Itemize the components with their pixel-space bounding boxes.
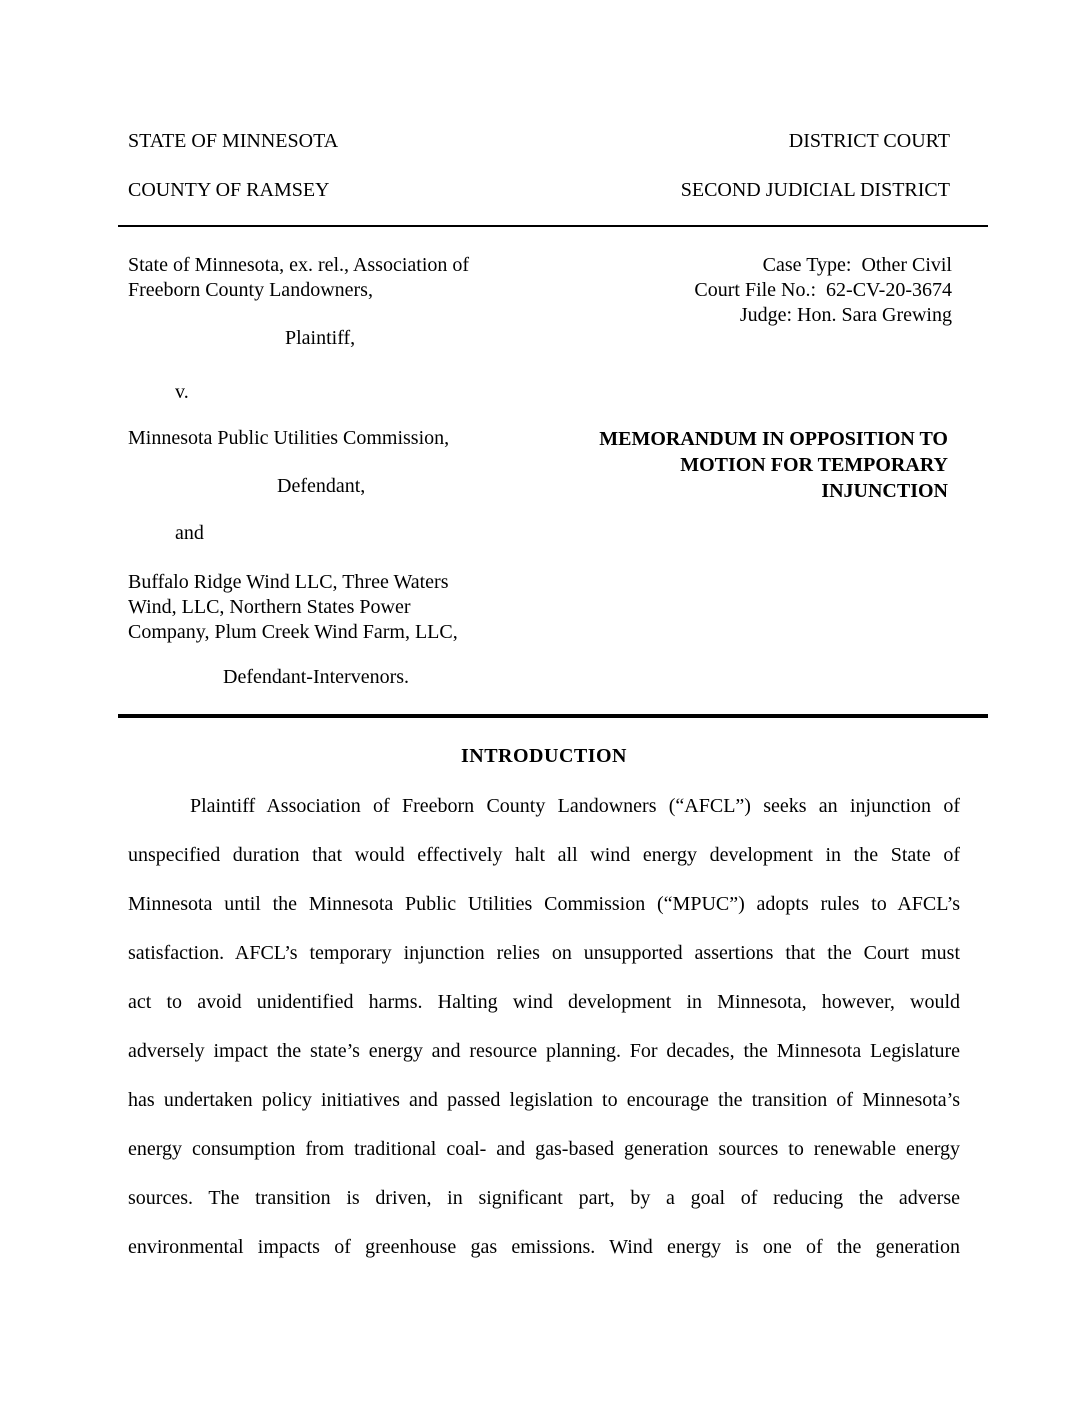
intervenors-name (128, 570, 528, 645)
header-court: DISTRICT COURT (788, 130, 950, 152)
header-state: STATE OF MINNESOTA (128, 130, 339, 152)
case-info (532, 253, 952, 328)
paragraph-line: Minnesota until the Minnesota Public Utilities Commission (“MPUC”) adopts rules to AFCL’s (128, 893, 960, 915)
paragraph-line: adversely impact the state’s energy and resource planning. For decades, the Minnesota Legislature (128, 1040, 960, 1062)
paragraph-line: environmental impacts of greenhouse gas emissions. Wind energy is one of the generation (128, 1236, 960, 1258)
judge-name: Judge: Hon. Sara Grewing (739, 304, 952, 326)
defendant-role: Defendant, (277, 475, 366, 497)
defendant-name: Minnesota Public Utilities Commission, (128, 427, 450, 449)
header-judicial-district: SECOND JUDICIAL DISTRICT (680, 179, 950, 201)
memorandum-title-line2: MOTION FOR TEMPORARY (680, 454, 948, 476)
paragraph-line: sources. The transition is driven, in significant part, by a goal of reducing the adverse (128, 1187, 960, 1209)
memorandum-title (528, 426, 948, 504)
caption-bottom-rule (118, 714, 988, 718)
memorandum-title-line1: MEMORANDUM IN OPPOSITION TO (599, 428, 948, 450)
caption-top-rule (118, 225, 988, 227)
court-file-number: Court File No.: 62-CV-20-3674 (694, 279, 952, 301)
paragraph-line: act to avoid unidentified harms. Halting wind development in Minnesota, however, would (128, 991, 960, 1013)
paragraph-line: has undertaken policy initiatives and passed legislation to encourage the transition of Minnesota’s (128, 1089, 960, 1111)
header-county: COUNTY OF RAMSEY (128, 179, 330, 201)
paragraph-line: unspecified duration that would effectively halt all wind energy development in the State of (128, 844, 960, 866)
paragraph-line: energy consumption from traditional coal- and gas-based generation sources to renewable energy (128, 1138, 960, 1160)
intervenors-role: Defendant-Intervenors. (223, 666, 410, 688)
plaintiff-role: Plaintiff, (285, 327, 356, 349)
versus: v. (175, 381, 189, 403)
paragraph-line: Plaintiff Association of Freeborn County Landowners (“AFCL”) seeks an injunction of (190, 795, 960, 817)
intervenors-name-line1: Buffalo Ridge Wind LLC, Three Waters (128, 571, 449, 593)
plaintiff-name-line1: State of Minnesota, ex. rel., Association of (128, 254, 470, 276)
intervenors-name-line3: Company, Plum Creek Wind Farm, LLC, (128, 621, 458, 643)
intervenors-name-line2: Wind, LLC, Northern States Power (128, 596, 411, 618)
introduction-paragraph (128, 782, 960, 1272)
conjunction-and: and (175, 522, 204, 544)
paragraph-line: satisfaction. AFCL’s temporary injunction relies on unsupported assertions that the Court must (128, 942, 960, 964)
plaintiff-name (128, 253, 528, 303)
plaintiff-name-line2: Freeborn County Landowners, (128, 279, 373, 301)
introduction-heading: INTRODUCTION (460, 745, 628, 767)
memorandum-title-line3: INJUNCTION (821, 480, 948, 502)
case-type: Case Type: Other Civil (762, 254, 952, 276)
